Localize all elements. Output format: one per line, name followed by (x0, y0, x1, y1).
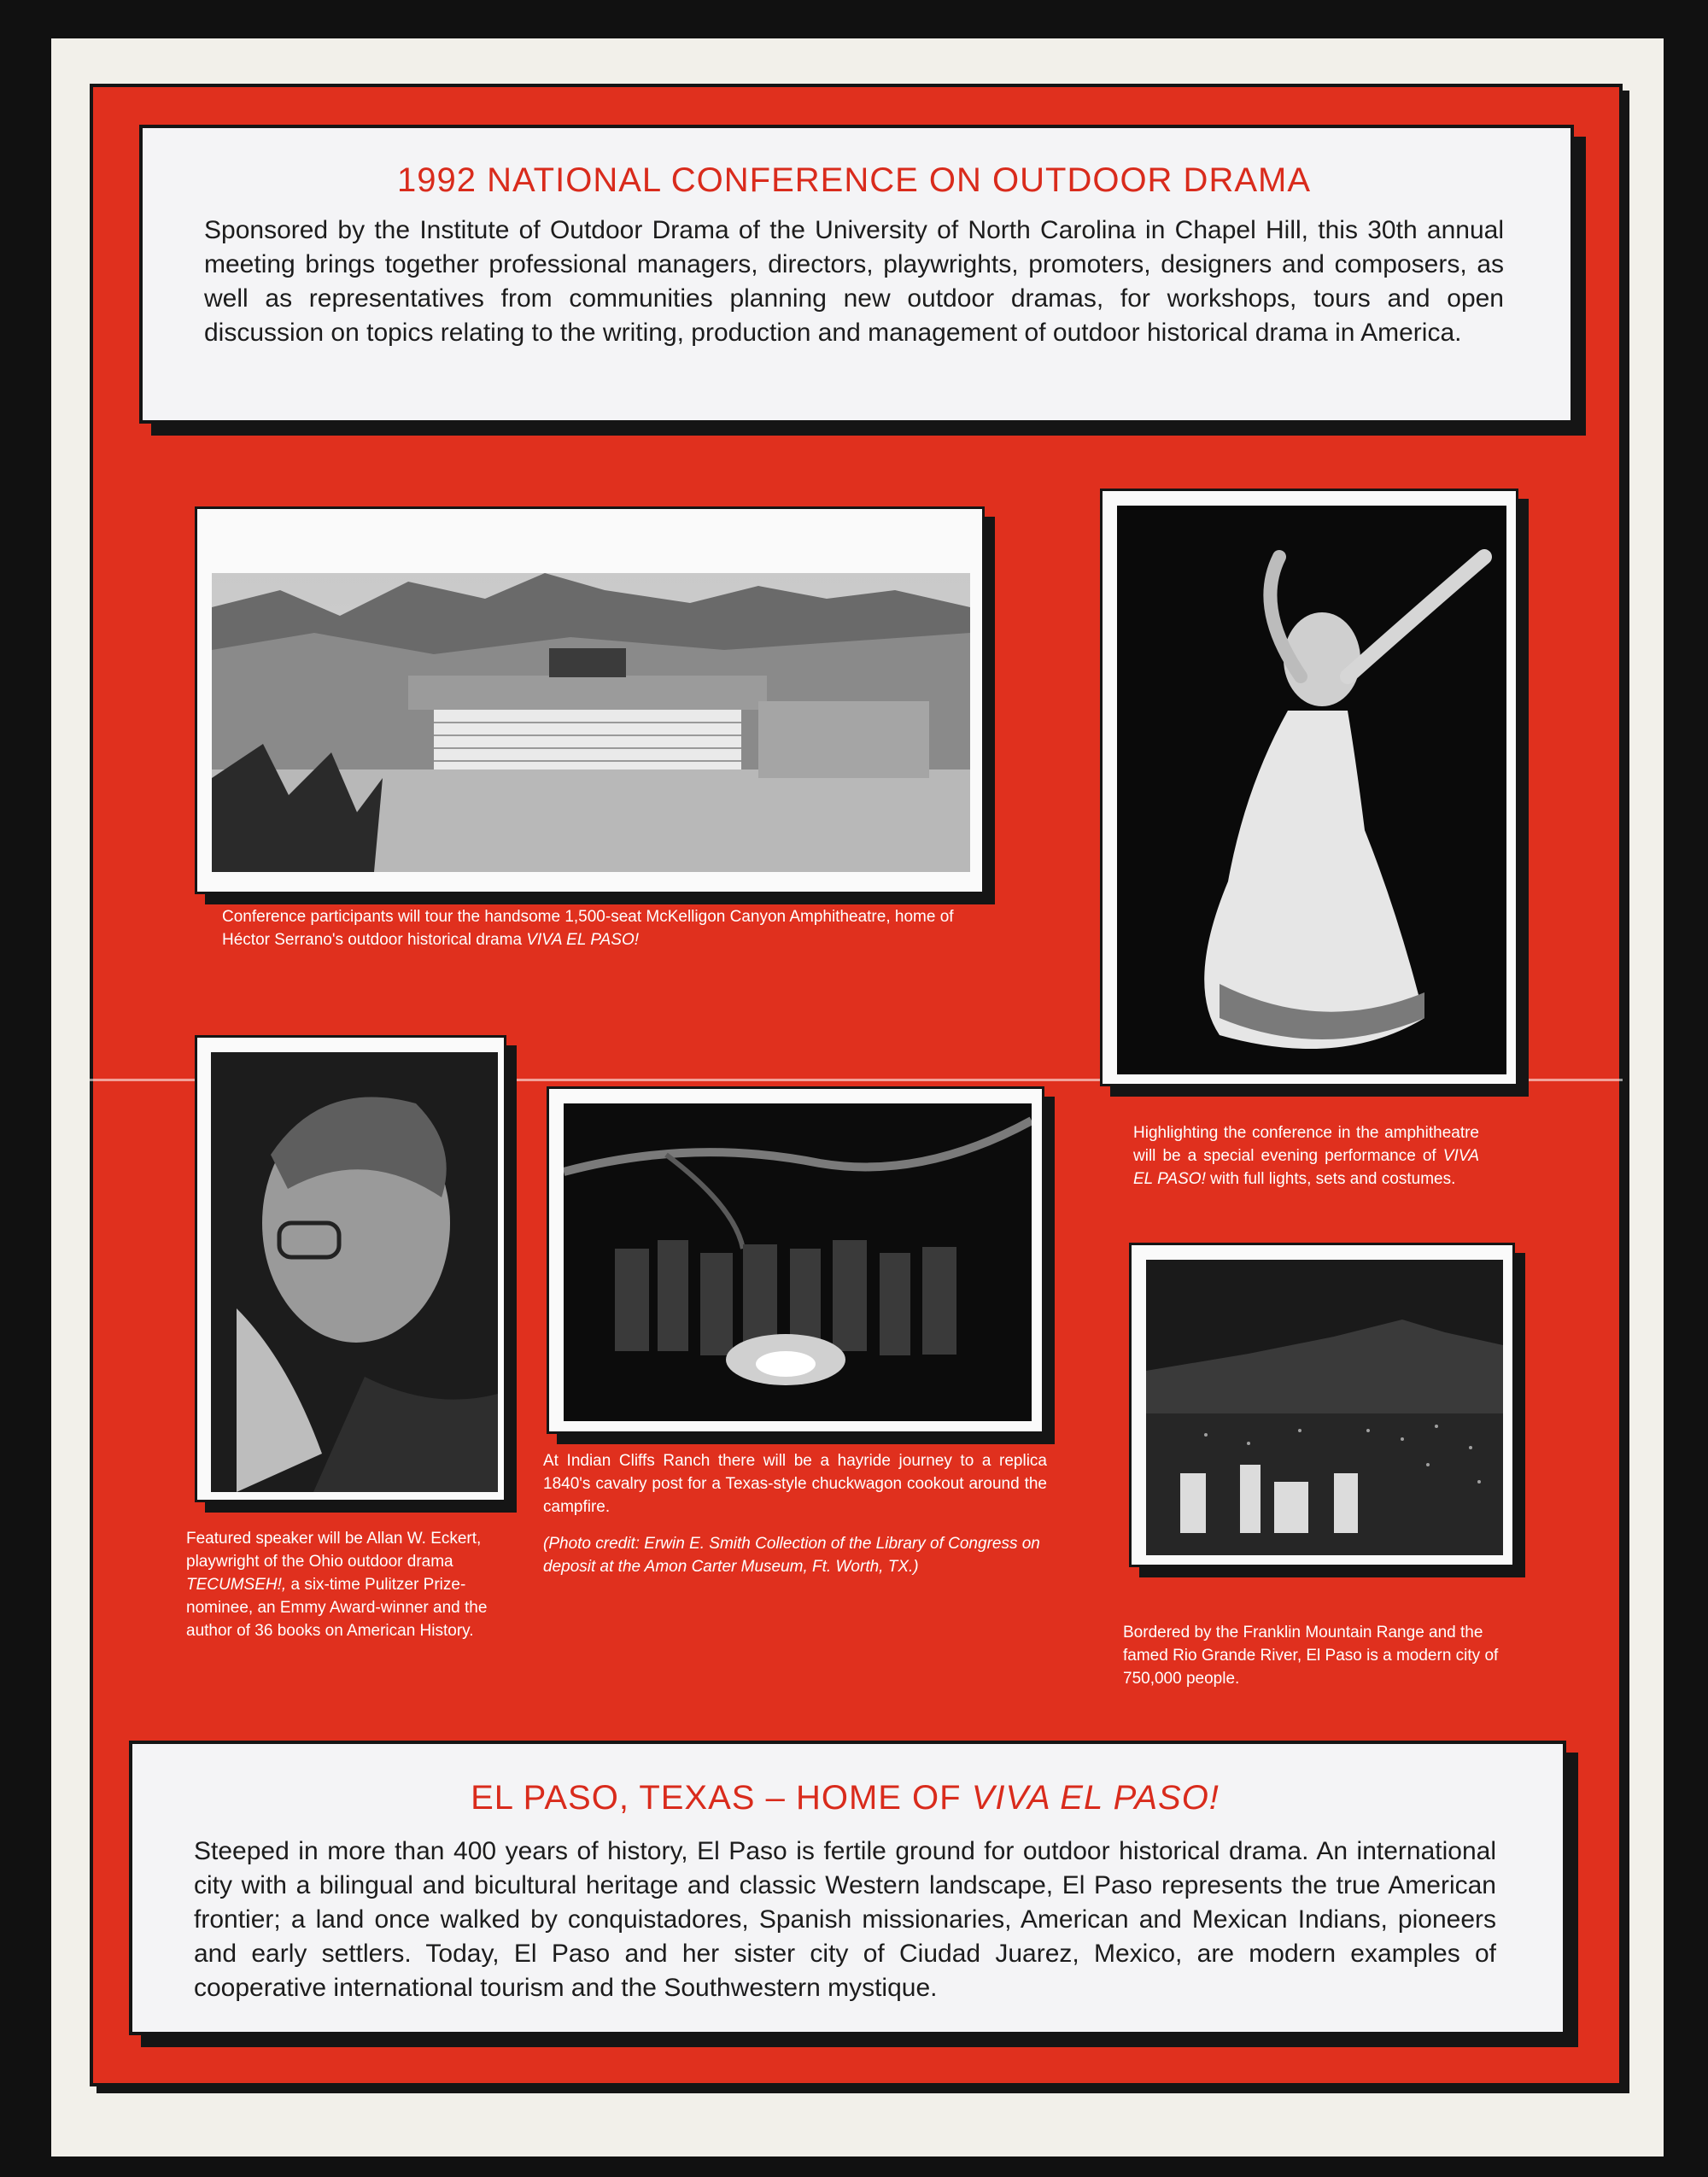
dancer-caption: Highlighting the conference in the amphitheatre will be a special evening performance of VIVA EL PASO! with full lights, sets and costumes. (1133, 1124, 1480, 1188)
conference-title: 1992 NATIONAL CONFERENCE ON OUTDOOR DRAMA (396, 161, 1312, 199)
el-paso-box (129, 1741, 1566, 2035)
campfire-photo (564, 1103, 1032, 1421)
amphitheatre-photo (212, 573, 970, 872)
speaker-photo-frame (195, 1035, 506, 1502)
conference-description: Sponsored by the Institute of Outdoor Drama of the University of North Carolina in Chapel Hill, this 30th annual meeting brings together professional managers, directors, playwrights, promoters, designers and composers, as well as representatives from communities planning new outdoor dramas, for workshops, tours and open discussion on topics relating to the writing, production and management of outdoor historical drama in America. (204, 216, 1504, 347)
conference-intro-box (139, 125, 1574, 424)
speaker-caption: Featured speaker will be Allan W. Eckert, playwright of the Ohio outdoor drama TECUMSEH!, a six-time Pulitzer Prize-nominee, an Emmy Award-winner and the author of 36 books on American History. (186, 1530, 488, 1640)
el-paso-description: Steeped in more than 400 years of history, El Paso is fertile ground for outdoor historical drama. An international city with a bilingual and bicultural heritage and classic Western landscape, El Paso represents the true American frontier; a land once walked by conquistadores, Spanish missionaries, American and Mexican Indians, pioneers and early settlers. Today, El Paso and her sister city of Ciudad Juarez, Mexico, are modern examples of cooperative international tourism and the Southwestern mystique. (194, 1837, 1496, 2002)
el-paso-title: EL PASO, TEXAS – HOME OF VIVA EL PASO! (471, 1779, 1220, 1817)
amphitheatre-photo-frame (195, 506, 985, 894)
campfire-photo-frame (547, 1086, 1044, 1434)
speaker-photo (211, 1052, 498, 1492)
city-photo (1146, 1260, 1503, 1555)
dancer-photo (1117, 506, 1506, 1074)
campfire-photo-credit: (Photo credit: Erwin E. Smith Collection of the Library of Congress on deposit at the Amon Carter Museum, Ft. Worth, TX.) (543, 1535, 1040, 1576)
campfire-caption: At Indian Cliffs Ranch there will be a hayride journey to a replica 1840's cavalry post for a Texas-style chuckwagon cookout around the campfire. (543, 1452, 1047, 1516)
city-photo-frame (1129, 1243, 1515, 1567)
city-caption: Bordered by the Franklin Mountain Range and the famed Rio Grande River, El Paso is a modern city of 750,000 people. (1123, 1624, 1499, 1688)
amphitheatre-caption: Conference participants will tour the handsome 1,500-seat McKelligon Canyon Amphitheatre, home of Héctor Serrano's outdoor historical drama VIVA EL PASO! (222, 908, 954, 949)
dancer-photo-frame (1100, 489, 1518, 1086)
